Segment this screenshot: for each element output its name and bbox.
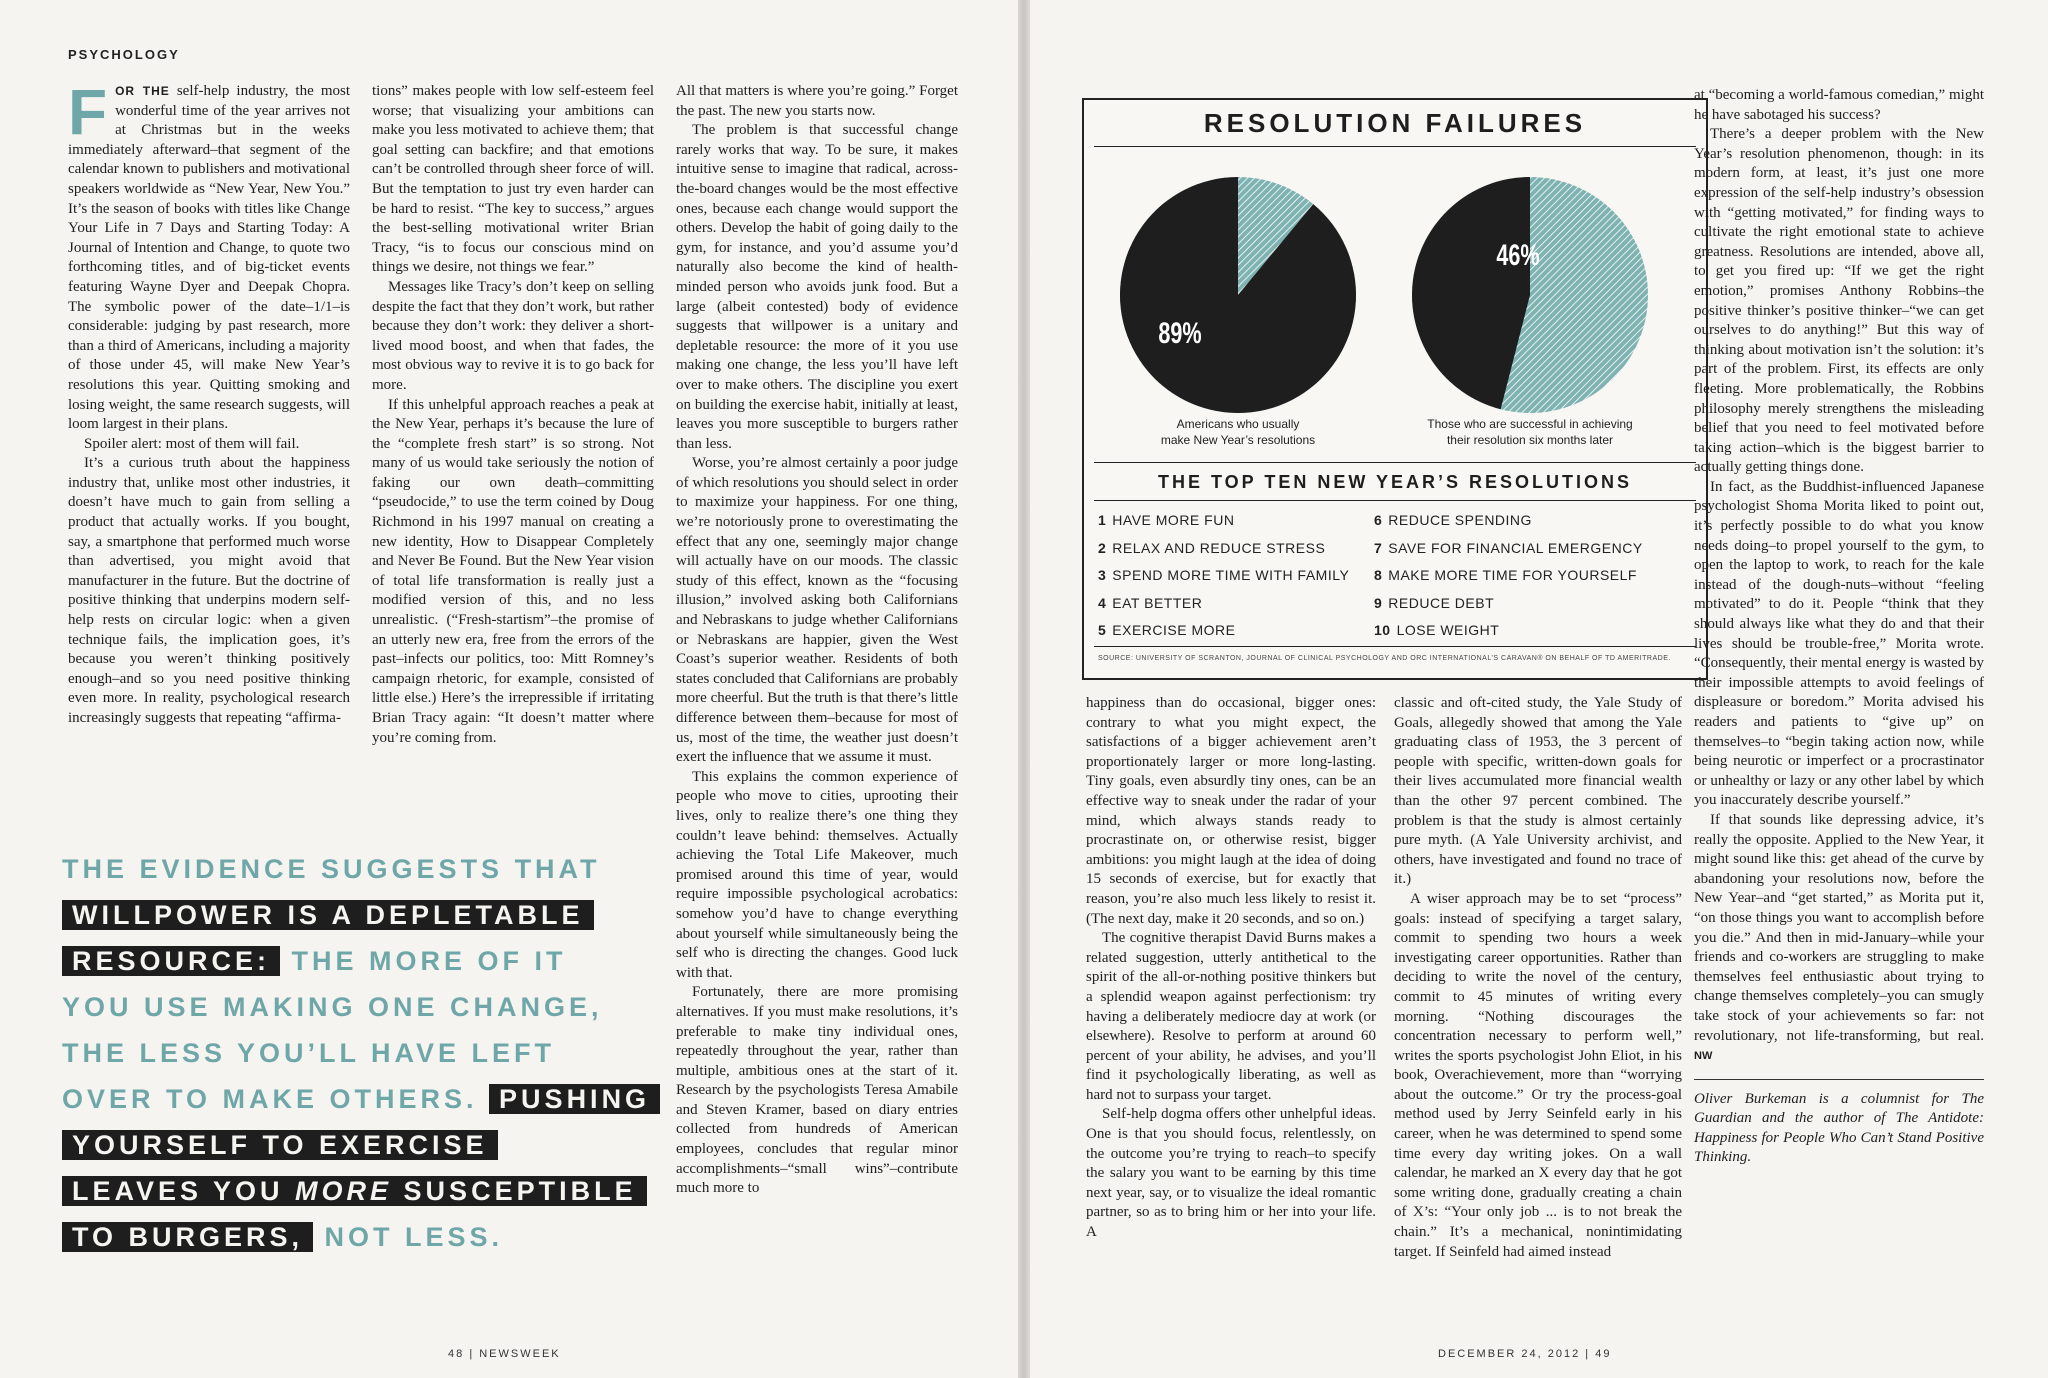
paragraph: In fact, as the Buddhist-influenced Japanese psychologist Shoma Morita liked to point out, it’s perfectly possible to do what you know needs doing–to propel yourself to the gym, to open the laptop to work, to reach for the kale instead of the dough-nuts–without “feeling motivated” to do it. People “think that they should always like what they do and that their lives should be trouble-free,” Morita wrote. “Consequently, their mental energy is wasted by their impossible attempts to avoid feelings of displeasure or boredom.” Morita advised his readers and patients to “give up” on themselves–to “begin taking action now, while being neurotic or imperfect or a procrastinator or unhealthy or lazy or any other label by which you inaccurately describe yourself.” bbox=[1694, 478, 1984, 809]
pull-quote-highlight bbox=[62, 1176, 647, 1206]
author-bio: Oliver Burkeman is a columnist for The Guardian and the author of The Antidote: Happiness for People Who Can’t Stand Positive Thinking. bbox=[1694, 1090, 1984, 1166]
resolution-number: 9 bbox=[1374, 594, 1383, 611]
pull-quote-highlight: WILLPOWER IS A DEPLETABLE bbox=[62, 900, 594, 930]
paragraph: Spoiler alert: most of them will fail. bbox=[84, 435, 300, 452]
drop-cap: F bbox=[68, 76, 108, 148]
paragraph bbox=[68, 76, 350, 435]
paragraph: A wiser approach may be to set “process” goals: instead of specifying a target salary, commit to spending two hours a week investigating career opportunities. Rather than deciding to write the novel of the century, commit to 45 minutes of writing every morning. “Nothing discourages the concentration necessary to perform well,” writes the sports psychologist John Eliot, in his book, Overachievement, more than “worrying about the outcome.” Or try the process-goal method used by Jerry Seinfeld early in his career, when he was determined to spend some time every day writing jokes. On a wall calendar, he marked an X every day that he got some writing done, gradually creating a chain of X’s: “Your only job ... is to not break the chain.” It’s a mechanical, nonintimidating target. If Seinfeld had aimed instead bbox=[1394, 890, 1682, 1260]
paragraph: happiness than do occasional, bigger ones: contrary to what you might expect, the satisfactions of a bigger achievement aren’t proportionately larger or more long-lasting. Tiny goals, even absurdly tiny ones, can be an effective way to sneak under the radar of your mind, which always stands ready to procrastinate on, or otherwise resist, bigger ambitions: you might laugh at the idea of doing 15 seconds of exercise, but for exactly that reason, you’re also much less likely to resist it. (The next day, make it 20 seconds, and so on.) bbox=[1086, 695, 1376, 927]
resolution-failures-chart bbox=[1082, 98, 1708, 680]
paragraph: classic and oft-cited study, the Yale Study of Goals, allegedly showed that among the Yale graduating class of 1953, the 3 percent of people with specific, written-down goals for their lives accumulated more financial wealth than the other 97 percent combined. The problem is that the study is almost certainly pure myth. (A Yale University archivist, and others, have investigated and found no trace of it.) bbox=[1394, 695, 1682, 888]
pie-caption-line: Americans who usually bbox=[1176, 417, 1300, 431]
resolution-number: 3 bbox=[1098, 567, 1107, 583]
pie-caption-line: their resolution six months later bbox=[1446, 433, 1614, 447]
resolution-item bbox=[1374, 595, 1494, 611]
pie-value-label-1: 89% bbox=[1158, 315, 1202, 350]
paragraph: All that matters is where you’re going.” Forget the past. The new you starts now. bbox=[676, 83, 958, 119]
resolution-text: REDUCE DEBT bbox=[1388, 594, 1495, 611]
paragraph: This explains the common experience of people who move to cities, uprooting their lives, only to realize there’s one thing they couldn’t leave behind: themselves. Actually achieving the Total Life Makeover, much promised around this time of year, would require impossible psychological acrobatics: somehow you’d have to change everything about yourself while simultaneously being the self who is directing the changes. Good luck with that. bbox=[676, 768, 958, 981]
left-page bbox=[0, 0, 1018, 1378]
resolution-text: RELAX AND REDUCE STRESS bbox=[1112, 539, 1326, 556]
paragraph: Self-help dogma offers other unhelpful ideas. One is that you should focus, relentlessly, on the outcome you’re trying to reach–to specify the salary you want to be earning by this time next year, say, or to visualize the ideal romantic partner, so as to bring him or her into your life. A bbox=[1086, 1106, 1376, 1241]
resolution-number: 2 bbox=[1098, 539, 1107, 556]
paragraph: Worse, you’re almost certainly a poor judge of which resolutions you should select in order to maximize your happiness. For one thing, we’re notoriously prone to overestimating the effect that any one, seemingly major change will actually have on our moods. The classic study of this effect, known as the “focusing illusion,” involved asking both Californians and Nebraskans to judge whether Californians or Nebraskans are happier, given the West Coast’s superior weather. Residents of both states concluded that Californians are probably more cheerful. But the truth is that there’s little difference between them–because for most of us, most of the time, the weather just doesn’t exert the influence that we assume it must. bbox=[676, 455, 959, 766]
chart-divider bbox=[1094, 462, 1696, 463]
pull-quote-highlight: TO BURGERS, bbox=[62, 1222, 313, 1252]
paragraph: tions” makes people with low self-esteem feel worse; that visualizing your ambitions can make you less motivated to achieve them; that goal setting can backfire; and that emotions can’t be controlled through sheer force of will. But the temptation to just try even harder can be hard to resist. “The key to success,” argues the best-selling motivational writer Brian Tracy, “is to focus our conscious mind on things we desire, not things we fear.” bbox=[372, 83, 654, 276]
paragraph: The cognitive therapist David Burns makes a related suggestion, utterly antithetical to the spirit of the all-or-nothing positive thinkers but a splendid weapon against perfectionism: try having a deliberately mediocre day at work (or elsewhere). Resolve to perform at around 60 percent of your ability, he advises, and you’ll find it psychologically liberating, as well as hard not to surpass your target. bbox=[1086, 930, 1376, 1103]
left-column-1 bbox=[68, 76, 350, 729]
resolution-text: EAT BETTER bbox=[1112, 594, 1203, 611]
pull-quote-line: THE MORE OF IT bbox=[280, 946, 567, 976]
chart-divider bbox=[1094, 146, 1696, 147]
resolution-text: SAVE FOR FINANCIAL EMERGENCY bbox=[1388, 539, 1643, 556]
pie-caption-line: make New Year’s resolutions bbox=[1160, 433, 1316, 447]
folio-right bbox=[1438, 1348, 1611, 1360]
resolution-number: 10 bbox=[1374, 622, 1391, 638]
pie-caption-line: Those who are successful in achieving bbox=[1427, 417, 1633, 431]
resolution-item bbox=[1098, 622, 1236, 638]
pie-charts bbox=[1084, 150, 1706, 460]
resolution-number: 4 bbox=[1098, 594, 1107, 611]
pull-quote-line: OVER TO MAKE OTHERS. bbox=[62, 1084, 490, 1114]
resolution-item bbox=[1374, 622, 1499, 638]
left-column-3 bbox=[676, 82, 958, 1199]
resolution-text: EXERCISE MORE bbox=[1112, 622, 1236, 638]
paragraph: Messages like Tracy’s don’t keep on selling despite the fact that they don’t work, but rather because they don’t work: they deliver a short-lived mood boost, and when that fades, the most obvious way to revive it is to go back for more. bbox=[372, 278, 654, 393]
resolution-text: LOSE WEIGHT bbox=[1396, 622, 1500, 638]
paragraph: The problem is that successful change rarely works that way. To be sure, it makes intuitive sense to imagine that radical, across-the-board changes would be the most effective ones, because each change would support the others. Develop the habit of going daily to the gym, for instance, and you’d assume you’d naturally also become the kind of health-minded person who avoids junk food. But a large (albeit contested) body of evidence suggests that willpower is a unitary and depletable resource: the more of it you use making one change, the less you’ll have left over to make others. The discipline you exert on building the exercise habit, initially at least, leaves you more susceptible to burgers rather than less. bbox=[676, 122, 958, 452]
paragraph-text: self-help industry, the most wonderful time of the year arrives not at Christmas but in the weeks immediately afterward–that segment of the calendar known to publishers and motivational speakers worldwide as “New Year, New You.” It’s the season of books with titles like Change Your Life in 7 Days and Starting Today: A Journal of Intention and Change, to quote two forthcoming titles, and of big-ticket events featuring Wayne Dyer and Deepak Chopra. The symbolic power of the date–1/1–is considerable: judging by past research, more than a third of Americans, including a majority of those under 45, will make New Year’s resolutions this year. Quitting smoking and losing weight, the same research suggests, will loom largest in their plans. bbox=[68, 83, 350, 433]
paragraph: There’s a deeper problem with the New Year’s resolution phenomenon, though: in its modern form, at least, it’s just one more expression of the self-help industry’s obsession with “getting motivated,” for finding ways to cultivate the right emotional state to achieve greatness. Resolutions are intended, above all, to get you fired up: “If we get the right emotion,” promises Anthony Robbins–the positive thinker’s positive thinker–“we can get ourselves to do anything!” But this way of thinking about motivation isn’t the solution: it’s part of the problem. First, its effects are only fleeting. More problematically, the Robbins philosophy merely strengthens the misleading belief that you need to feel motivated before taking action–which is the biggest barrier to actually getting things done. bbox=[1694, 126, 1984, 476]
end-mark: NW bbox=[1694, 1050, 1713, 1063]
pull-quote-emphasis: MORE bbox=[295, 1176, 393, 1206]
resolution-text: REDUCE SPENDING bbox=[1388, 512, 1532, 528]
folio-separator: | bbox=[469, 1348, 475, 1360]
right-column-3 bbox=[1694, 86, 1984, 1168]
pull-quote-line: THE EVIDENCE SUGGESTS THAT bbox=[62, 854, 601, 884]
pull-quote-line: YOU USE MAKING ONE CHANGE, bbox=[62, 992, 603, 1022]
page-number: 48 bbox=[448, 1348, 465, 1360]
pie-caption-1 bbox=[1108, 416, 1368, 448]
resolution-item bbox=[1374, 567, 1637, 583]
paragraph: If this unhelpful approach reaches a peak at the New Year, perhaps it’s because the lure of the “complete fresh start” is so strong. Not many of us would take seriously the notion of faking our own death–committing “pseudocide,” to use the term coined by Doug Richmond in his 1997 manual on creating a new identity, How to Disappear Completely and Never Be Found. But the New Year vision of total life transformation is really just a modified version of this, and no less unrealistic. (“Fresh-startism”–the promise of an utterly new era, free from the errors of the past–infects our politics, too: Mitt Romney’s campaign rhetoric, for example, consisted of little else.) Here’s the irrepressible if irritating Brian Tracy again: “It doesn’t matter where you’re coming from. bbox=[372, 396, 654, 746]
chart-title: RESOLUTION FAILURES bbox=[1203, 108, 1587, 138]
pull-quote-line: THE LESS YOU’LL HAVE LEFT bbox=[62, 1038, 556, 1068]
resolution-item bbox=[1098, 512, 1234, 528]
author-bio-box bbox=[1694, 1079, 1984, 1168]
chart-source: SOURCE: UNIVERSITY OF SCRANTON, JOURNAL OF CLINICAL PSYCHOLOGY AND ORC INTERNATIONAL’S CARAVAN® ON BEHALF OF TD AMERITRADE. bbox=[1098, 655, 1671, 662]
resolution-text: HAVE MORE FUN bbox=[1112, 512, 1235, 528]
resolution-text: SPEND MORE TIME WITH FAMILY bbox=[1112, 567, 1350, 583]
resolution-item bbox=[1374, 540, 1643, 556]
pull-quote bbox=[62, 846, 662, 1260]
resolution-number: 1 bbox=[1098, 512, 1107, 528]
paragraph-text: If that sounds like depressing advice, it’s really the opposite. Applied to the New Year, it might sound like this: get ahead of the curve by abandoning your resolutions now, before the New Year–and “get started,” as Morita put it, “on those things you want to accomplish before you die.” And then in mid-January–while your friends and co-workers are struggling to make themselves feel enthusiastic about trying to change themselves completely–you can smugly take stock of your achievements so far: not revolutionary, not life-transforming, but real. bbox=[1694, 811, 1984, 1044]
resolution-number: 6 bbox=[1374, 512, 1383, 528]
paragraph: It’s a curious truth about the happiness industry that, unlike most other industries, it doesn’t have much to gain from selling a product that actually works. If you bought, say, a smartphone that performed much worse than advertised, you might avoid that manufacturer in the future. But the doctrine of positive thinking that underpins modern self-help rests on circular logic: when a given technique fails, the implication goes, it’s because you weren’t thinking positively enough–and so you need positive thinking even more. In reality, psychological research increasingly suggests that repeating “affirma- bbox=[68, 455, 350, 726]
resolution-text: MAKE MORE TIME FOR YOURSELF bbox=[1388, 567, 1637, 583]
folio-separator: | bbox=[1585, 1348, 1591, 1360]
section-label: PSYCHOLOGY bbox=[68, 47, 180, 62]
resolution-number: 7 bbox=[1374, 539, 1383, 556]
pull-quote-text: SUSCEPTIBLE bbox=[392, 1176, 637, 1206]
right-page bbox=[1030, 0, 2048, 1378]
chart-divider bbox=[1094, 646, 1696, 647]
pull-quote-highlight: YOURSELF TO EXERCISE bbox=[62, 1130, 498, 1160]
resolution-number: 8 bbox=[1374, 567, 1383, 583]
pull-quote-line: NOT LESS. bbox=[313, 1222, 504, 1252]
resolution-item bbox=[1098, 567, 1349, 583]
pull-quote-text: LEAVES YOU bbox=[72, 1176, 296, 1206]
pie-value-label-2: 46% bbox=[1496, 237, 1540, 272]
chart-divider bbox=[1094, 500, 1696, 501]
resolution-item bbox=[1098, 540, 1325, 556]
pie-slice-1 bbox=[1120, 177, 1356, 413]
paragraph: at “becoming a world-famous comedian,” might he have sabotaged his success? bbox=[1694, 87, 1984, 123]
magazine-name: NEWSWEEK bbox=[479, 1348, 561, 1360]
pie-caption-2 bbox=[1400, 416, 1660, 448]
resolution-item bbox=[1098, 595, 1202, 611]
page-number: 49 bbox=[1595, 1348, 1612, 1360]
resolution-item bbox=[1374, 512, 1532, 528]
pull-quote-highlight: PUSHING bbox=[489, 1084, 660, 1114]
right-column-2 bbox=[1394, 694, 1682, 1262]
paragraph: Fortunately, there are more promising alternatives. If you must make resolutions, it’s preferable to make tiny individual ones, repeatedly throughout the year, rather than multiple, ambitious ones at the start of it. Research by the psychologists Teresa Amabile and Steven Kramer, based on diary entries collected from hundreds of American employees, concludes that regular minor accomplishments–“small wins”–contribute much more to bbox=[676, 984, 958, 1197]
resolutions-title: THE TOP TEN NEW YEAR’S RESOLUTIONS bbox=[1157, 472, 1633, 492]
folio-left bbox=[448, 1348, 561, 1360]
issue-date: DECEMBER 24, 2012 bbox=[1438, 1348, 1581, 1360]
page-gutter bbox=[1018, 0, 1030, 1378]
pull-quote-highlight: RESOURCE: bbox=[62, 946, 280, 976]
right-column-1 bbox=[1086, 694, 1376, 1243]
resolution-number: 5 bbox=[1098, 622, 1107, 638]
left-column-2 bbox=[372, 82, 654, 748]
lead-in: OR THE bbox=[115, 84, 170, 98]
paragraph bbox=[1694, 811, 1984, 1067]
